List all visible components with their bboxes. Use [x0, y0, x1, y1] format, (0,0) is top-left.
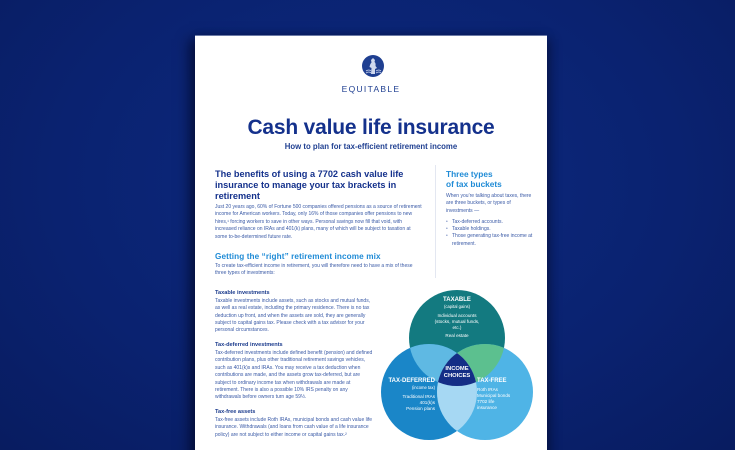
venn-tax-deferred-item: Traditional IRAs: [402, 393, 435, 399]
venn-taxable-item: Real estate: [445, 332, 469, 338]
taxable-heading: Taxable investments: [215, 289, 270, 296]
section-heading: Getting the “right” retirement income mix: [215, 252, 381, 262]
venn-center-line2: CHOICES: [443, 373, 471, 379]
venn-tax-deferred-sub: (income tax): [411, 385, 435, 390]
main-heading: The benefits of using a 7702 cash value life insurance to manage your tax brackets in retirement: [215, 169, 404, 201]
venn-tax-free: [477, 378, 529, 411]
venn-tax-free-item: Municipal bonds: [477, 393, 511, 398]
venn-tax-deferred-title: TAX-DEFERRED: [388, 378, 435, 384]
tax-free-text: Tax-free assets include Roth IRAs, municipal bonds and cash value life insurance. Withdrawals (and loans from cash value of a life insurance policy) are not subject to either income or capital gains tax.²: [215, 416, 373, 438]
tax-deferred-heading: Tax-deferred investments: [215, 341, 283, 348]
sidebar-list: [446, 219, 535, 248]
venn-taxable-item: Individual accounts (stocks, mutual funds, etc.): [434, 312, 480, 330]
sidebar-text: When you’re talking about taxes, there are three buckets, or types of investments —: [446, 193, 532, 214]
tax-free-heading: Tax-free assets: [215, 408, 256, 415]
section-intro: To create tax-efficient income in retirement, you will therefore need to have a mix of these three types of investments:: [215, 263, 413, 277]
venn-diagram: [375, 286, 540, 450]
venn-tax-free-item: Roth IRAs: [477, 387, 498, 392]
brand-name: EQUITABLE: [341, 84, 401, 94]
sidebar-heading-line2: of tax buckets: [446, 179, 502, 189]
sidebar-heading-line1: Three types: [446, 169, 493, 179]
list-item: • Those generating tax-free income at retirement.: [446, 233, 535, 248]
taxable-text: Taxable investments include assets, such as stocks and mutual funds, as well as real estate, including the primary residence. There is no tax deduction up front, and when the assets are sold, they are generally subject to capital gains tax. Please check with a tax advisor for your personal circumstances.: [215, 297, 371, 334]
page-title: Cash value life insurance: [247, 116, 495, 139]
venn-center: [433, 366, 481, 380]
page-subtitle: How to plan for tax-efficient retirement income: [284, 142, 458, 151]
document-page: [195, 35, 547, 450]
lady-liberty-circle-icon: [362, 55, 384, 77]
venn-tax-deferred-item: Pension plans: [406, 405, 435, 411]
venn-taxable-sub: (capital gains): [443, 304, 471, 309]
sidebar: [435, 165, 535, 278]
venn-taxable: [421, 297, 493, 341]
sidebar-heading: [446, 165, 535, 189]
intro-paragraph: Just 20 years ago, 60% of Fortune 500 companies offered pensions as a source of retirement income for American workers. Today, only 16% of those companies offer pensions to new hires,¹ forcing workers to save in other ways. Personal savings now fill that void, with increased reliance on IRAs and 401(k) plans, many of which will be subject to taxation at some to-be-determined future rate.: [215, 204, 422, 240]
venn-tax-free-item: 7702 life insurance: [477, 399, 497, 410]
venn-tax-deferred-item: 401(k)s: [419, 399, 435, 405]
list-item: • Taxable holdings.: [446, 226, 535, 233]
venn-taxable-title: TAXABLE: [443, 297, 471, 303]
venn-tax-free-title: TAX-FREE: [477, 378, 507, 384]
venn-center-line1: INCOME: [445, 366, 469, 372]
tax-deferred-text: Tax-deferred investments include defined benefit (pension) and defined contribution plans, plus other traditional retirement savings vehicles, such as 401(k)s and IRAs. You may receive a tax deduction when contributions are made, and the assets grow tax-deferred, but are subject to ordinary income tax when withdrawals are made at retirement. There is also a possible 10% IRS penalty on any withdrawals before owners turn age 59½.: [215, 349, 373, 401]
list-item: • Tax-deferred accounts.: [446, 219, 535, 226]
venn-tax-deferred: [383, 378, 435, 412]
